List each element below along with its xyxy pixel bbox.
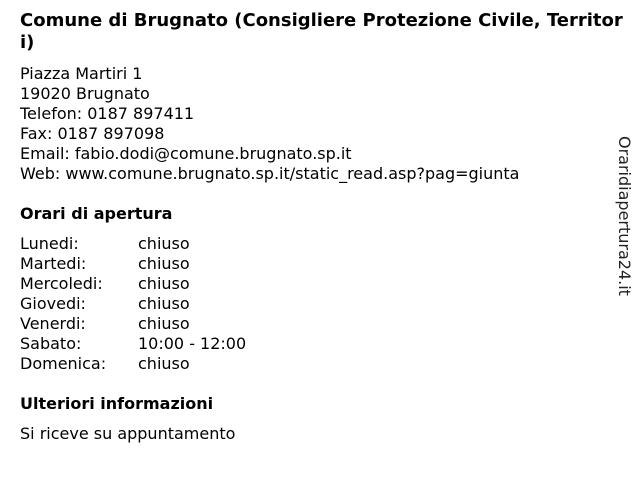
website-address: Web: www.comune.brugnato.sp.it/static_read.asp?pag=giunta [20,164,520,183]
day-hours: chiuso [138,234,190,253]
day-hours: chiuso [138,294,190,313]
more-info-text: Si riceve su appuntamento [20,424,236,443]
hours-row [20,234,246,254]
contact-details [20,64,519,184]
city-address: 19020 Brugnato [20,84,150,103]
hours-row [20,354,246,374]
day-hours: chiuso [138,274,190,293]
day-hours: chiuso [138,354,190,373]
day-label: Giovedi: [20,294,86,313]
opening-hours-table [20,234,246,374]
more-info-heading: Ulteriori informazioni [20,394,214,413]
day-label: Mercoledi: [20,274,103,293]
hours-row [20,254,246,274]
hours-row [20,314,246,334]
day-hours: chiuso [138,314,190,333]
site-watermark: Oraridiapertura24.it [615,136,634,296]
day-label: Sabato: [20,334,82,353]
page-title: Comune di Brugnato (Consigliere Protezione Civile, Territori) [20,10,623,53]
day-label: Venerdi: [20,314,86,333]
day-hours: chiuso [138,254,190,273]
opening-hours-heading: Orari di apertura [20,204,173,223]
day-label: Lunedi: [20,234,79,253]
day-label: Martedi: [20,254,87,273]
hours-row [20,294,246,314]
day-label: Domenica: [20,354,107,373]
email-address: Email: fabio.dodi@comune.brugnato.sp.it [20,144,352,163]
hours-row [20,274,246,294]
hours-row [20,334,246,354]
fax-number: Fax: 0187 897098 [20,124,165,143]
day-hours: 10:00 - 12:00 [138,334,247,353]
phone-number: Telefon: 0187 897411 [20,104,195,123]
street-address: Piazza Martiri 1 [20,64,143,83]
